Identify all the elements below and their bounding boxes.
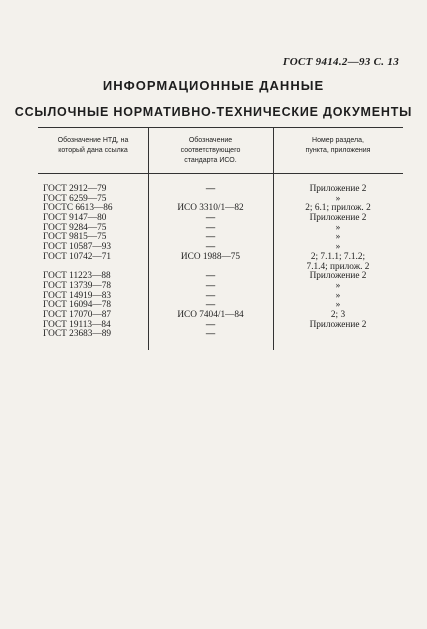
ntd-designation-cell: ГОСТ 11223—88 <box>43 271 111 282</box>
iso-designation-cell: — <box>205 232 216 243</box>
table-row <box>38 253 403 272</box>
iso-designation-cell: — <box>205 329 216 340</box>
header-line: стандарта ИСО. <box>184 157 237 164</box>
ntd-designation-cell: ГОСТ 13739—78 <box>43 280 112 291</box>
header-section-number <box>273 136 403 156</box>
section-line: » <box>335 222 341 233</box>
section-line: » <box>335 242 341 253</box>
iso-designation-cell: ИСО 3310/1—82 <box>177 203 244 214</box>
ntd-designation-cell: ГОСТ 14919—83 <box>43 290 112 301</box>
header-line: Обозначение <box>188 137 233 144</box>
header-line: пункта, приложения <box>305 147 371 154</box>
section-line: Приложение 2 <box>309 213 367 224</box>
ntd-designation-cell: ГОСТ 9147—80 <box>43 213 107 224</box>
section-title: ИНФОРМАЦИОННЫЕ ДАННЫЕ <box>102 78 325 93</box>
section-line: 2; 7.1.1; 7.1.2; <box>310 251 366 262</box>
iso-designation-cell: — <box>205 222 216 233</box>
section-line: » <box>335 193 341 204</box>
iso-designation-cell: — <box>205 319 216 330</box>
section-line: Приложение 2 <box>309 184 367 194</box>
iso-designation-cell: — <box>205 300 216 311</box>
table-row <box>38 330 403 340</box>
ntd-designation-cell: ГОСТ 9284—75 <box>43 222 107 233</box>
ntd-designation-cell: ГОСТ 6259—75 <box>43 193 107 204</box>
section-subtitle: ССЫЛОЧНЫЕ НОРМАТИВНО-ТЕХНИЧЕСКИЕ ДОКУМЕНТЫ <box>14 105 413 119</box>
iso-designation-cell: — <box>205 184 216 194</box>
section-number-cell <box>273 253 403 272</box>
iso-designation-cell: — <box>205 280 216 291</box>
section-line: Приложение 2 <box>309 319 367 330</box>
header-line: Обозначение НТД, на <box>57 137 129 144</box>
iso-designation-cell: ИСО 1988—75 <box>180 251 241 262</box>
header-ntd-designation <box>38 136 148 156</box>
ntd-designation-cell: ГОСТ 16094—78 <box>43 300 112 311</box>
header-line: который дана ссылка <box>58 147 128 154</box>
ntd-designation-cell: ГОСТ 9815—75 <box>43 232 107 243</box>
header-line: соответствующего <box>180 147 241 154</box>
ntd-designation-cell: ГОСТ 10742—71 <box>43 251 112 262</box>
section-line: 2; 6.1; прилож. 2 <box>305 203 371 214</box>
ntd-designation-cell: ГОСТ 19113—84 <box>43 319 111 330</box>
iso-designation-cell: — <box>205 213 216 224</box>
section-line: 2; 3 <box>330 309 346 320</box>
header-line: Номер раздела, <box>312 137 364 144</box>
iso-designation-cell: — <box>205 290 216 301</box>
iso-designation-cell: — <box>205 271 216 282</box>
header-iso-designation <box>148 136 273 166</box>
table-body <box>38 185 403 340</box>
page-header: ГОСТ 9414.2—93 С. 13 <box>282 56 399 68</box>
section-line: » <box>335 232 341 243</box>
ntd-designation-cell: ГОСТ 17070—87 <box>43 309 112 320</box>
ntd-designation-cell: ГОСТ 2912—79 <box>43 184 107 194</box>
references-table <box>38 127 403 350</box>
section-line: Приложение 2 <box>309 271 367 282</box>
ntd-designation-cell: ГОСТС 6613—86 <box>43 203 113 214</box>
iso-designation-cell: — <box>205 242 216 253</box>
ntd-designation-cell: ГОСТ 23683—89 <box>43 329 112 340</box>
section-line: » <box>335 300 341 311</box>
iso-designation-cell: ИСО 7404/1—84 <box>177 309 244 320</box>
section-line: 7.1.4; прилож. 2 <box>306 261 370 272</box>
ntd-designation-cell: ГОСТ 10587—93 <box>43 242 112 253</box>
section-line: » <box>335 280 341 291</box>
section-number-cell <box>273 321 403 331</box>
header-divider <box>38 173 403 174</box>
section-line: » <box>335 290 341 301</box>
